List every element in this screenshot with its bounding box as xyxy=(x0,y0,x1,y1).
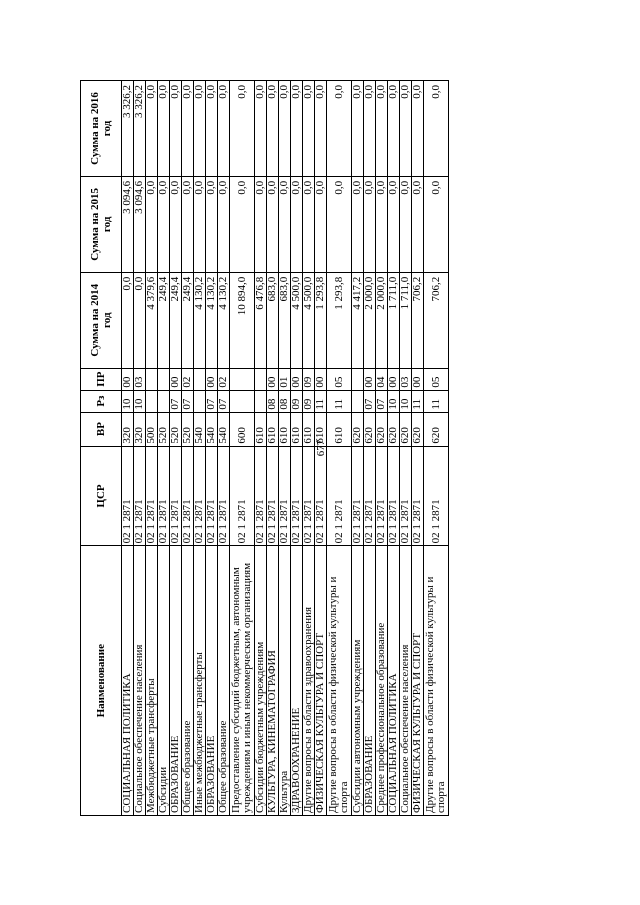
cell-csr: 02 1 2871 xyxy=(364,446,376,546)
cell-sum-2015: 0,0 xyxy=(182,176,194,272)
table-row xyxy=(134,81,146,816)
cell-sum-2016: 0,0 xyxy=(279,81,291,177)
cell-vr: 620 xyxy=(364,412,376,446)
cell-name: Социальное обеспечение населения xyxy=(400,546,412,816)
cell-csr: 02 1 2871 xyxy=(388,446,400,546)
header-sum-2015: Сумма на 2015 год xyxy=(81,176,122,272)
cell-rz: 07 xyxy=(376,390,388,412)
cell-sum-2015: 0,0 xyxy=(194,176,206,272)
cell-sum-2014: 2 000,0 xyxy=(376,272,388,368)
cell-sum-2016: 0,0 xyxy=(315,81,327,177)
cell-sum-2015: 0,0 xyxy=(376,176,388,272)
cell-sum-2016: 0,0 xyxy=(158,81,170,177)
cell-pr: 00 xyxy=(170,368,182,390)
cell-vr: 520 xyxy=(170,412,182,446)
table-row xyxy=(424,81,449,816)
cell-csr: 02 1 2871 xyxy=(400,446,412,546)
cell-sum-2016: 0,0 xyxy=(303,81,315,177)
table-row xyxy=(122,81,134,816)
cell-csr: 02 1 2871 xyxy=(255,446,267,546)
table-row xyxy=(182,81,194,816)
cell-sum-2014: 4 500,0 xyxy=(291,272,303,368)
cell-name: Субсидии автономным учреждениям xyxy=(352,546,364,816)
cell-name: ФИЗИЧЕСКАЯ КУЛЬТУРА И СПОРТ xyxy=(412,546,424,816)
cell-csr: 02 1 2871 xyxy=(194,446,206,546)
cell-sum-2014: 249,4 xyxy=(182,272,194,368)
cell-rz: 10 xyxy=(388,390,400,412)
cell-name: Предоставление субсидий бюджетным, автономным учреждениям и иным некоммерческим организациям xyxy=(230,546,255,816)
cell-csr: 02 1 2871 xyxy=(230,446,255,546)
cell-name: Субсидии бюджетным учреждениям xyxy=(255,546,267,816)
cell-csr: 02 1 2871 xyxy=(291,446,303,546)
cell-sum-2015: 0,0 xyxy=(267,176,279,272)
cell-vr: 610 xyxy=(279,412,291,446)
cell-name: Другие вопросы в области здравоохранения xyxy=(303,546,315,816)
cell-rz: 09 xyxy=(303,390,315,412)
cell-csr: 02 1 2871 xyxy=(206,446,218,546)
cell-name: ОБРАЗОВАНИЕ xyxy=(170,546,182,816)
cell-sum-2014: 1 293,8 xyxy=(327,272,352,368)
cell-pr: 03 xyxy=(134,368,146,390)
cell-sum-2014: 683,0 xyxy=(279,272,291,368)
cell-csr: 02 1 2871 xyxy=(412,446,424,546)
cell-sum-2014: 249,4 xyxy=(158,272,170,368)
cell-pr: 02 xyxy=(218,368,230,390)
cell-sum-2014: 10 894,0 xyxy=(230,272,255,368)
cell-sum-2015: 0,0 xyxy=(218,176,230,272)
cell-sum-2016: 0,0 xyxy=(364,81,376,177)
cell-pr: 04 xyxy=(376,368,388,390)
cell-pr: 00 xyxy=(315,368,327,390)
cell-vr: 540 xyxy=(206,412,218,446)
cell-pr xyxy=(255,368,267,390)
header-rz: Рз xyxy=(81,390,122,412)
cell-csr: 02 1 2871 xyxy=(134,446,146,546)
cell-pr: 05 xyxy=(424,368,449,390)
cell-sum-2015: 0,0 xyxy=(364,176,376,272)
cell-name: Социальное обеспечение населения xyxy=(134,546,146,816)
cell-sum-2016: 0,0 xyxy=(170,81,182,177)
table-row xyxy=(206,81,218,816)
cell-name: ОБРАЗОВАНИЕ xyxy=(364,546,376,816)
header-sum-2016: Сумма на 2016 год xyxy=(81,81,122,177)
cell-sum-2016: 0,0 xyxy=(182,81,194,177)
cell-vr: 610 xyxy=(291,412,303,446)
cell-rz: 07 xyxy=(206,390,218,412)
table-row xyxy=(267,81,279,816)
cell-sum-2016: 3 326,2 xyxy=(134,81,146,177)
cell-sum-2014: 1 711,0 xyxy=(388,272,400,368)
cell-sum-2015: 0,0 xyxy=(388,176,400,272)
cell-rz: 07 xyxy=(364,390,376,412)
cell-sum-2014: 4 500,0 xyxy=(303,272,315,368)
table-row xyxy=(158,81,170,816)
cell-vr: 610 xyxy=(255,412,267,446)
cell-vr: 520 xyxy=(158,412,170,446)
cell-sum-2015: 0,0 xyxy=(255,176,267,272)
table-row xyxy=(291,81,303,816)
cell-csr: 02 1 2871 xyxy=(327,446,352,546)
table-row xyxy=(315,81,327,816)
table-row xyxy=(412,81,424,816)
cell-rz: 09 xyxy=(291,390,303,412)
cell-rz: 11 xyxy=(424,390,449,412)
cell-sum-2014: 4 130,2 xyxy=(194,272,206,368)
cell-sum-2014: 6 476,8 xyxy=(255,272,267,368)
cell-pr: 00 xyxy=(364,368,376,390)
cell-name: Другие вопросы в области физической культуры и спорта xyxy=(327,546,352,816)
cell-csr: 02 1 2871 xyxy=(424,446,449,546)
cell-name: Субсидии xyxy=(158,546,170,816)
cell-csr: 02 1 2871 xyxy=(122,446,134,546)
cell-name: СОЦИАЛЬНАЯ ПОЛИТИКА xyxy=(388,546,400,816)
cell-sum-2016: 0,0 xyxy=(218,81,230,177)
cell-sum-2014: 2 000,0 xyxy=(364,272,376,368)
cell-sum-2016: 0,0 xyxy=(376,81,388,177)
table-row xyxy=(170,81,182,816)
table-row xyxy=(376,81,388,816)
page-number: 677 xyxy=(315,439,327,457)
cell-pr: 09 xyxy=(303,368,315,390)
cell-sum-2016: 0,0 xyxy=(230,81,255,177)
cell-sum-2016: 0,0 xyxy=(206,81,218,177)
cell-sum-2016: 0,0 xyxy=(291,81,303,177)
cell-rz: 10 xyxy=(122,390,134,412)
cell-rz: 07 xyxy=(218,390,230,412)
cell-vr: 520 xyxy=(182,412,194,446)
cell-rz xyxy=(352,390,364,412)
cell-vr: 540 xyxy=(218,412,230,446)
cell-csr: 02 1 2871 xyxy=(315,446,327,546)
cell-sum-2014: 4 130,2 xyxy=(206,272,218,368)
cell-pr: 03 xyxy=(400,368,412,390)
cell-sum-2016: 0,0 xyxy=(146,81,158,177)
cell-sum-2015: 0,0 xyxy=(303,176,315,272)
cell-sum-2015: 0,0 xyxy=(158,176,170,272)
table-row xyxy=(194,81,206,816)
cell-sum-2014: 4 130,2 xyxy=(218,272,230,368)
cell-sum-2016: 0,0 xyxy=(327,81,352,177)
table-row xyxy=(279,81,291,816)
rotated-table-container xyxy=(80,80,520,816)
cell-rz: 11 xyxy=(327,390,352,412)
cell-sum-2015: 0,0 xyxy=(352,176,364,272)
cell-pr: 05 xyxy=(327,368,352,390)
cell-sum-2014: 0,0 xyxy=(134,272,146,368)
cell-pr: 00 xyxy=(267,368,279,390)
cell-vr: 620 xyxy=(400,412,412,446)
cell-sum-2016: 0,0 xyxy=(412,81,424,177)
budget-table xyxy=(80,80,449,816)
cell-name: Общее образование xyxy=(182,546,194,816)
cell-name: Иные межбюджетные трансферты xyxy=(194,546,206,816)
cell-vr: 620 xyxy=(388,412,400,446)
cell-vr: 620 xyxy=(412,412,424,446)
cell-rz: 11 xyxy=(412,390,424,412)
cell-sum-2016: 0,0 xyxy=(352,81,364,177)
table-row xyxy=(255,81,267,816)
cell-name: Межбюджетные трансферты xyxy=(146,546,158,816)
table-row xyxy=(218,81,230,816)
cell-rz: 10 xyxy=(134,390,146,412)
table-row xyxy=(388,81,400,816)
cell-csr: 02 1 2871 xyxy=(267,446,279,546)
cell-rz: 11 xyxy=(315,390,327,412)
cell-vr: 610 xyxy=(315,412,327,446)
cell-name: СОЦИАЛЬНАЯ ПОЛИТИКА xyxy=(122,546,134,816)
cell-sum-2015: 0,0 xyxy=(230,176,255,272)
cell-name: Общее образование xyxy=(218,546,230,816)
table-row xyxy=(400,81,412,816)
cell-csr: 02 1 2871 xyxy=(352,446,364,546)
cell-vr: 610 xyxy=(327,412,352,446)
cell-rz: 08 xyxy=(267,390,279,412)
cell-rz xyxy=(158,390,170,412)
cell-sum-2015: 0,0 xyxy=(327,176,352,272)
header-csr: ЦСР xyxy=(81,446,122,546)
cell-pr: 01 xyxy=(279,368,291,390)
table-row xyxy=(230,81,255,816)
table-row xyxy=(364,81,376,816)
cell-sum-2016: 3 326,2 xyxy=(122,81,134,177)
header-sum-2014: Сумма на 2014 год xyxy=(81,272,122,368)
cell-sum-2016: 0,0 xyxy=(255,81,267,177)
cell-vr: 620 xyxy=(376,412,388,446)
cell-rz: 10 xyxy=(400,390,412,412)
cell-name: Другие вопросы в области физической культуры и спорта xyxy=(424,546,449,816)
table-body xyxy=(122,81,449,816)
cell-vr: 610 xyxy=(267,412,279,446)
cell-sum-2016: 0,0 xyxy=(267,81,279,177)
header-name: Наименование xyxy=(81,546,122,816)
cell-pr: 00 xyxy=(412,368,424,390)
table-row xyxy=(146,81,158,816)
cell-sum-2015: 0,0 xyxy=(170,176,182,272)
cell-csr: 02 1 2871 xyxy=(182,446,194,546)
cell-csr: 02 1 2871 xyxy=(279,446,291,546)
cell-sum-2014: 706,2 xyxy=(412,272,424,368)
cell-pr xyxy=(194,368,206,390)
cell-sum-2015: 3 094,6 xyxy=(122,176,134,272)
cell-sum-2015: 0,0 xyxy=(412,176,424,272)
cell-vr: 500 xyxy=(146,412,158,446)
table-header-row xyxy=(81,81,122,816)
cell-sum-2015: 0,0 xyxy=(315,176,327,272)
cell-pr: 00 xyxy=(206,368,218,390)
cell-csr: 02 1 2871 xyxy=(376,446,388,546)
cell-sum-2015: 3 094,6 xyxy=(134,176,146,272)
header-vr: ВР xyxy=(81,412,122,446)
cell-rz xyxy=(194,390,206,412)
cell-csr: 02 1 2871 xyxy=(146,446,158,546)
cell-pr xyxy=(230,368,255,390)
header-pr: ПР xyxy=(81,368,122,390)
cell-csr: 02 1 2871 xyxy=(170,446,182,546)
cell-vr: 620 xyxy=(424,412,449,446)
cell-sum-2015: 0,0 xyxy=(279,176,291,272)
cell-sum-2015: 0,0 xyxy=(400,176,412,272)
table-row xyxy=(352,81,364,816)
cell-vr: 320 xyxy=(122,412,134,446)
cell-name: ФИЗИЧЕСКАЯ КУЛЬТУРА И СПОРТ xyxy=(315,546,327,816)
cell-pr: 02 xyxy=(182,368,194,390)
cell-csr: 02 1 2871 xyxy=(218,446,230,546)
cell-sum-2014: 4 379,6 xyxy=(146,272,158,368)
cell-pr xyxy=(352,368,364,390)
cell-sum-2014: 1 293,8 xyxy=(315,272,327,368)
cell-sum-2015: 0,0 xyxy=(146,176,158,272)
cell-sum-2014: 249,4 xyxy=(170,272,182,368)
cell-csr: 02 1 2871 xyxy=(303,446,315,546)
cell-sum-2016: 0,0 xyxy=(424,81,449,177)
cell-csr: 02 1 2871 xyxy=(158,446,170,546)
table-area xyxy=(80,80,520,816)
cell-rz xyxy=(255,390,267,412)
cell-vr: 600 xyxy=(230,412,255,446)
cell-sum-2014: 706,2 xyxy=(424,272,449,368)
cell-sum-2014: 683,0 xyxy=(267,272,279,368)
cell-sum-2014: 1 711,0 xyxy=(400,272,412,368)
cell-name: КУЛЬТУРА, КИНЕМАТОГРАФИЯ xyxy=(267,546,279,816)
cell-vr: 540 xyxy=(194,412,206,446)
cell-sum-2014: 4 417,2 xyxy=(352,272,364,368)
cell-rz: 07 xyxy=(182,390,194,412)
cell-name: ЗДРАВООХРАНЕНИЕ xyxy=(291,546,303,816)
cell-sum-2016: 0,0 xyxy=(400,81,412,177)
table-row xyxy=(303,81,315,816)
cell-pr: 00 xyxy=(122,368,134,390)
cell-vr: 610 xyxy=(303,412,315,446)
cell-name: ОБРАЗОВАНИЕ xyxy=(206,546,218,816)
cell-name: Культура xyxy=(279,546,291,816)
cell-name: Среднее профессиональное образование xyxy=(376,546,388,816)
cell-vr: 320 xyxy=(134,412,146,446)
cell-rz xyxy=(146,390,158,412)
cell-sum-2016: 0,0 xyxy=(388,81,400,177)
cell-sum-2015: 0,0 xyxy=(206,176,218,272)
cell-pr xyxy=(158,368,170,390)
table-row xyxy=(327,81,352,816)
cell-vr: 620 xyxy=(352,412,364,446)
cell-sum-2015: 0,0 xyxy=(424,176,449,272)
cell-sum-2016: 0,0 xyxy=(194,81,206,177)
cell-sum-2015: 0,0 xyxy=(291,176,303,272)
cell-rz: 08 xyxy=(279,390,291,412)
cell-pr xyxy=(146,368,158,390)
cell-pr: 00 xyxy=(388,368,400,390)
cell-rz xyxy=(230,390,255,412)
cell-sum-2014: 0,0 xyxy=(122,272,134,368)
cell-pr: 00 xyxy=(291,368,303,390)
cell-rz: 07 xyxy=(170,390,182,412)
